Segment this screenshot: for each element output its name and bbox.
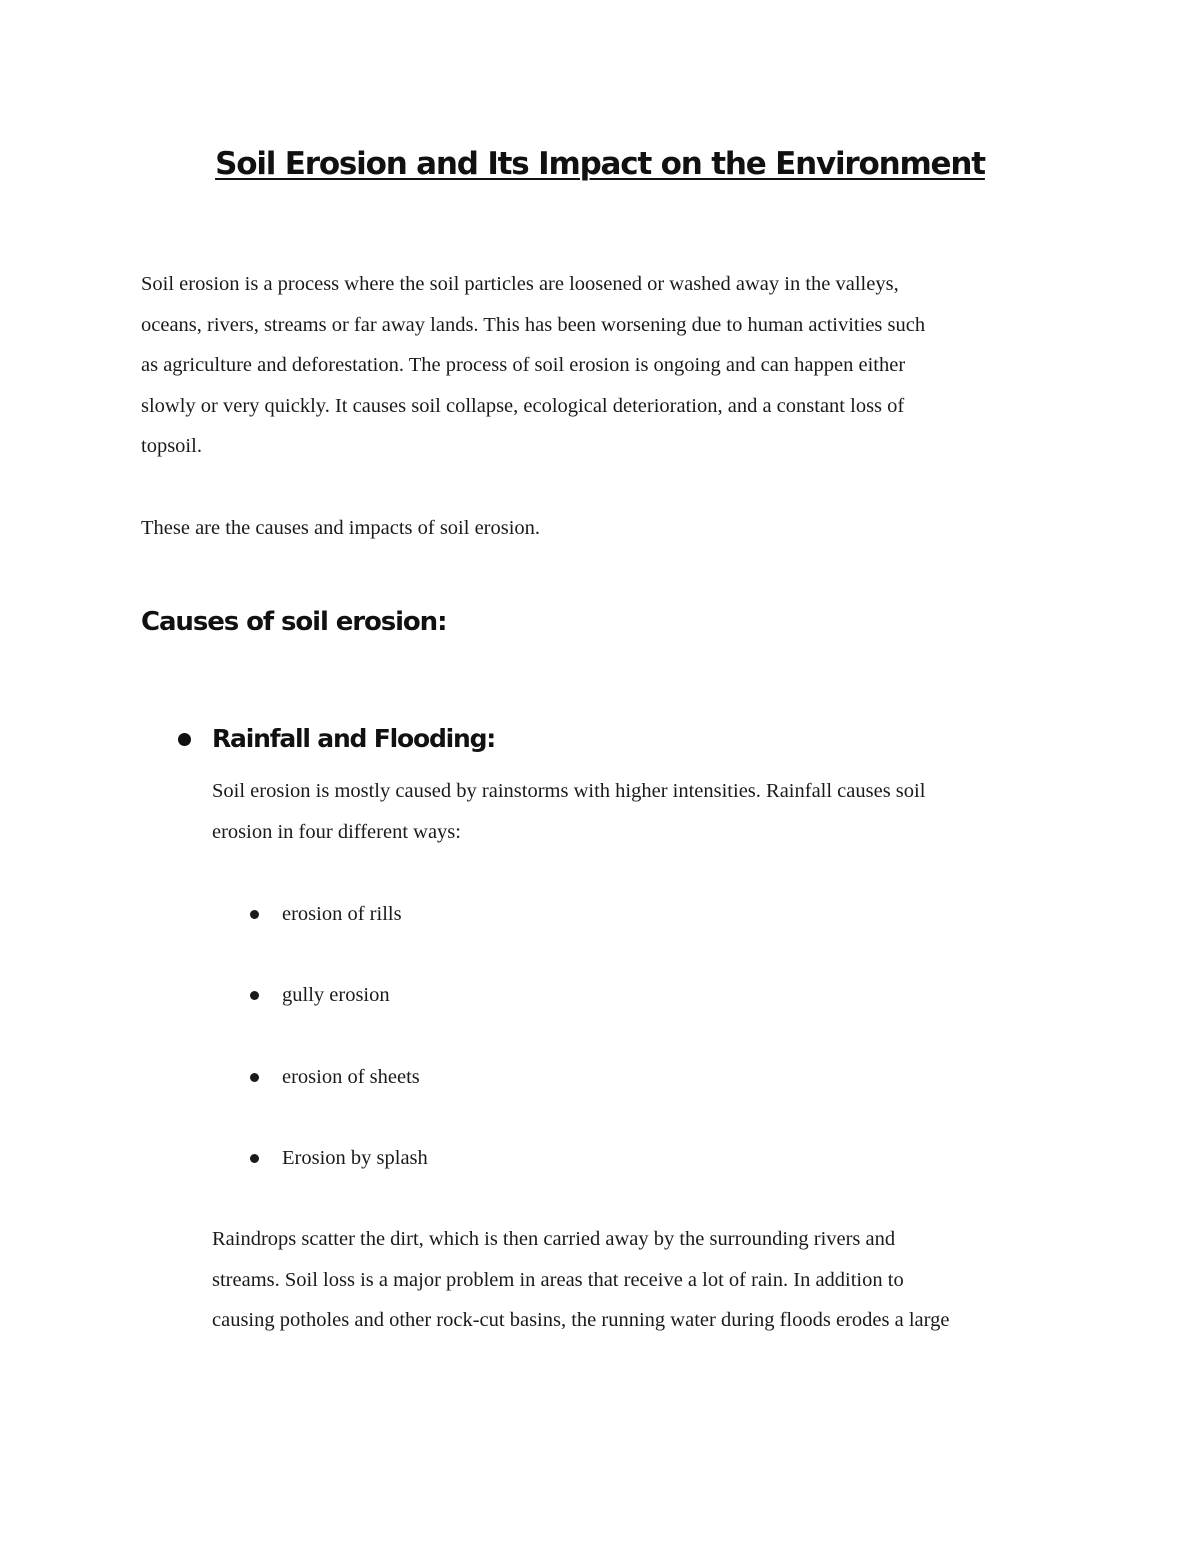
- paragraph-line: Raindrops scatter the dirt, which is then carried away by the surrounding rivers and: [212, 1228, 896, 1250]
- cause-heading-rainfall: Rainfall and Flooding:: [212, 724, 496, 753]
- list-item-label: erosion of rills: [282, 903, 402, 925]
- intro-line: as agriculture and deforestation. The process of soil erosion is ongoing and can happen either: [141, 354, 906, 376]
- paragraph-line: erosion in four different ways:: [212, 820, 461, 843]
- summary-paragraph: These are the causes and impacts of soil erosion.: [141, 517, 541, 539]
- list-item-label: gully erosion: [282, 984, 390, 1007]
- intro-line: oceans, rivers, streams or far away lands. This has been worsening due to human activities such: [141, 313, 926, 336]
- intro-line: slowly or very quickly. It causes soil collapse, ecological deterioration, and a constant loss of: [141, 394, 905, 417]
- intro-paragraph: [141, 264, 1071, 467]
- list-item: [250, 1138, 428, 1219]
- erosion-ways-list: [250, 894, 428, 1219]
- document-title: Soil Erosion and Its Impact on the Environment: [215, 146, 985, 182]
- bullet-icon: [250, 910, 259, 919]
- bullet-icon: [250, 991, 259, 1000]
- list-item: [250, 975, 428, 1056]
- paragraph-line: streams. Soil loss is a major problem in areas that receive a lot of rain. In addition to: [212, 1268, 904, 1291]
- paragraph-line: causing potholes and other rock-cut basins, the running water during floods erodes a large: [212, 1309, 950, 1331]
- list-item: [250, 1057, 428, 1138]
- bullet-icon: [250, 1154, 259, 1163]
- intro-line: Soil erosion is a process where the soil particles are loosened or washed away in the valleys,: [141, 273, 899, 295]
- section-heading-causes: Causes of soil erosion:: [141, 607, 447, 637]
- bullet-icon: [178, 733, 191, 746]
- list-item-label: erosion of sheets: [282, 1065, 420, 1088]
- rainfall-paragraph: [212, 771, 1072, 852]
- paragraph-line: Soil erosion is mostly caused by rainstorms with higher intensities. Rainfall causes soil: [212, 780, 926, 802]
- list-item: [250, 894, 428, 975]
- raindrops-paragraph: [212, 1219, 1092, 1341]
- intro-line: topsoil.: [141, 435, 202, 457]
- bullet-icon: [250, 1073, 259, 1082]
- list-item-label: Erosion by splash: [282, 1146, 428, 1169]
